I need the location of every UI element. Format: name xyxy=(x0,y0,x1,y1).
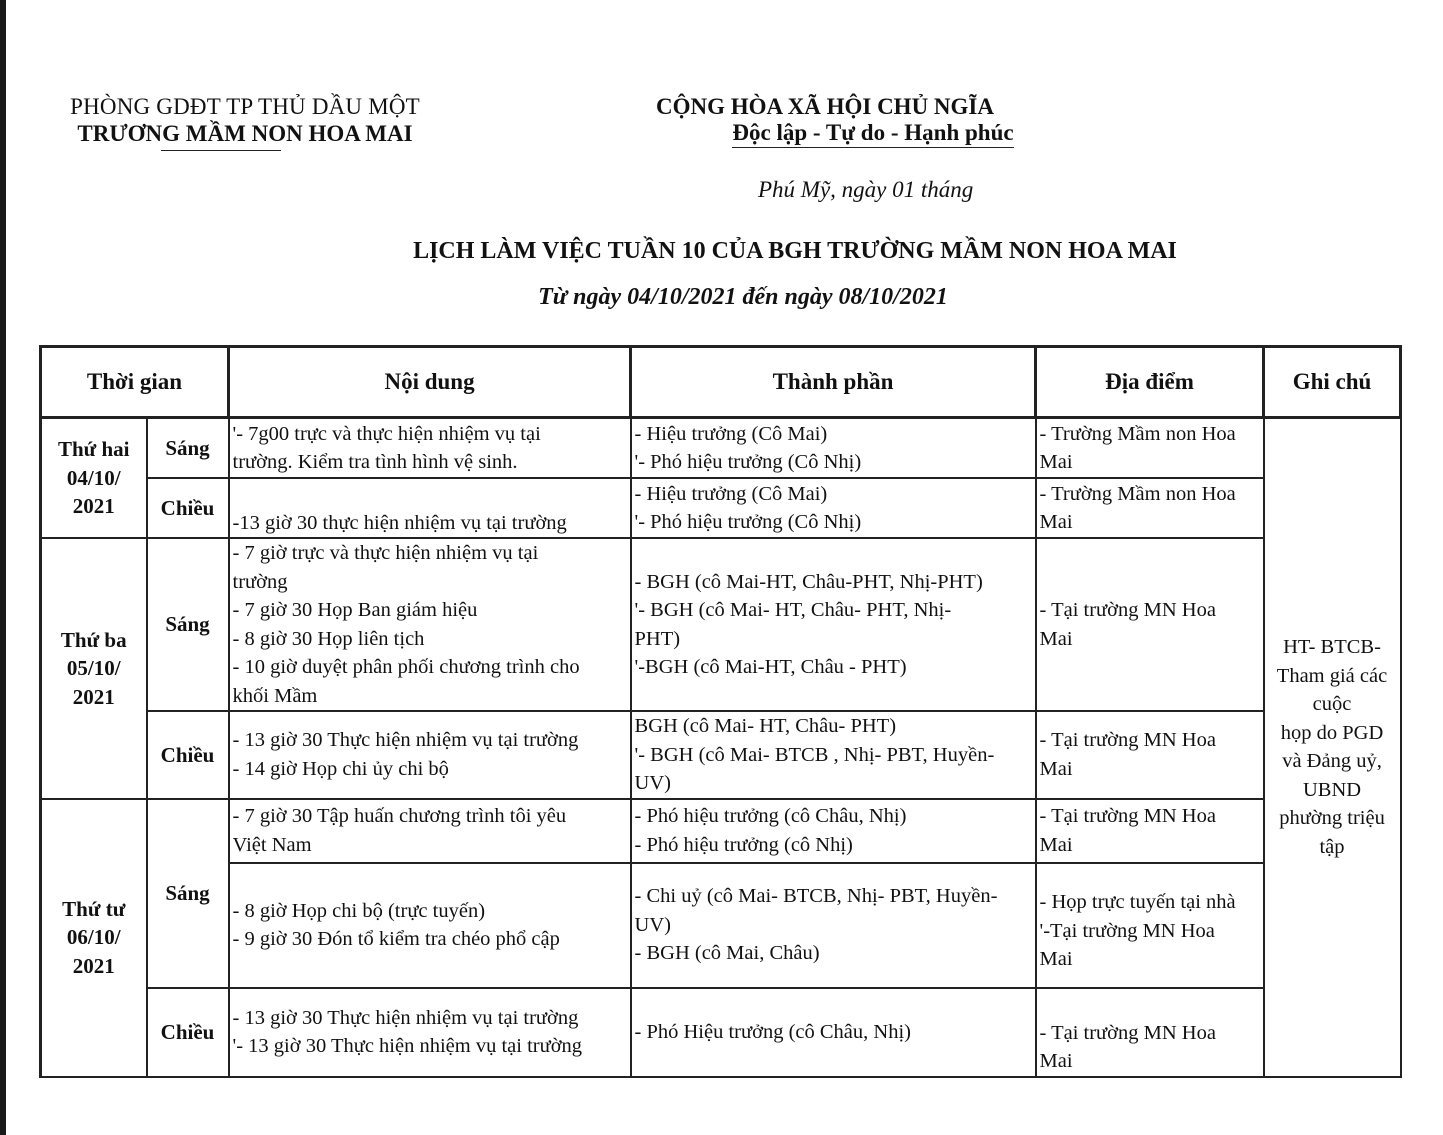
cell-line: - Trường Mầm non Hoa xyxy=(1039,482,1236,505)
cell-line: - Hiệu trưởng (Cô Mai) xyxy=(634,482,828,505)
cell-line: - Tại trường MN Hoa xyxy=(1039,599,1216,621)
location-cell xyxy=(1036,538,1264,711)
cell-line: - 7 giờ 30 Tập huấn chương trình tôi yêu xyxy=(232,805,567,827)
location-cell xyxy=(1036,478,1264,538)
table-row xyxy=(41,863,1401,988)
location-cell xyxy=(1036,988,1264,1077)
content-cell xyxy=(229,711,631,799)
cell-line: khối Mầm xyxy=(232,684,318,707)
cell-line: - BGH (cô Mai-HT, Châu-PHT, Nhị-PHT) xyxy=(634,570,983,593)
day-wednesday xyxy=(41,799,147,1077)
cell-line: - 7 giờ 30 Họp Ban giám hiệu xyxy=(232,599,478,621)
cell-line: '- 13 giờ 30 Thực hiện nhiệm vụ tại trường xyxy=(232,1035,583,1057)
day-monday xyxy=(41,418,147,539)
document-subtitle: Từ ngày 04/10/2021 đến ngày 08/10/2021 xyxy=(538,284,948,310)
cell-line: - Phó hiệu trưởng (cô Nhị) xyxy=(634,833,853,856)
cell-line: - Tại trường MN Hoa xyxy=(1039,805,1216,827)
table-row xyxy=(41,799,1401,863)
day-date: 05/10/ xyxy=(66,656,121,680)
table-row xyxy=(41,711,1401,799)
session-afternoon: Chiều xyxy=(147,478,229,538)
cell-line: - Tại trường MN Hoa xyxy=(1039,1021,1216,1044)
cell-line: '- Phó hiệu trưởng (Cô Nhị) xyxy=(634,511,862,533)
members-cell xyxy=(631,988,1036,1077)
cell-line: Mai xyxy=(1039,451,1073,473)
cell-line: '- Phó hiệu trưởng (Cô Nhị) xyxy=(634,451,862,473)
cell-line: - BGH (cô Mai, Châu) xyxy=(634,942,820,965)
session-afternoon: Chiều xyxy=(147,711,229,799)
day-label: Thứ hai xyxy=(57,437,130,462)
cell-line: Tham giá các xyxy=(1276,664,1388,687)
cell-line: - Trường Mầm non Hoa xyxy=(1039,422,1236,445)
cell-line: phường triệu xyxy=(1279,807,1385,830)
content-cell xyxy=(229,538,631,711)
cell-line: Mai xyxy=(1039,1050,1073,1072)
location-cell xyxy=(1036,799,1264,863)
cell-line: '-Tại trường MN Hoa xyxy=(1039,919,1215,942)
cell-line: -13 giờ 30 thực hiện nhiệm vụ tại trường xyxy=(232,511,567,534)
cell-line: - 8 giờ Họp chi bộ (trực tuyến) xyxy=(232,899,486,922)
motto: Độc lập - Tự do - Hạnh phúc xyxy=(732,120,1013,148)
header-time: Thời gian xyxy=(41,347,229,418)
day-label: Thứ tư xyxy=(62,896,126,921)
cell-line: '- BGH (cô Mai- HT, Châu- PHT, Nhị- xyxy=(634,599,952,621)
cell-line: cuộc xyxy=(1312,693,1352,716)
members-cell xyxy=(631,418,1036,479)
cell-line: BGH (cô Mai- HT, Châu- PHT) xyxy=(634,715,897,737)
cell-line: - 10 giờ duyệt phân phối chương trình cho xyxy=(232,656,580,678)
cell-line: - Họp trực tuyến tại nhà xyxy=(1039,891,1236,914)
day-date: 04/10/ xyxy=(66,465,121,490)
day-year: 2021 xyxy=(72,684,115,709)
cell-line: - 8 giờ 30 Họp liên tịch xyxy=(232,627,425,650)
header-members: Thành phần xyxy=(631,347,1036,418)
cell-line: trường. Kiểm tra tình hình vệ sinh. xyxy=(232,451,518,473)
day-year: 2021 xyxy=(72,494,115,519)
members-cell xyxy=(631,799,1036,863)
cell-line: - 13 giờ 30 Thực hiện nhiệm vụ tại trường xyxy=(232,1006,579,1029)
cell-line: Mai xyxy=(1039,511,1073,533)
members-cell xyxy=(631,863,1036,988)
table-row xyxy=(41,988,1401,1077)
cell-line: - 13 giờ 30 Thực hiện nhiệm vụ tại trường xyxy=(232,729,579,752)
cell-line: Việt Nam xyxy=(232,833,312,856)
members-cell xyxy=(631,478,1036,538)
day-year: 2021 xyxy=(72,953,115,978)
cell-line: PHT) xyxy=(634,627,681,650)
members-cell xyxy=(631,711,1036,799)
cell-line: Mai xyxy=(1039,948,1073,971)
cell-line: - Phó hiệu trưởng (cô Châu, Nhị) xyxy=(634,805,907,827)
session-morning: Sáng xyxy=(147,538,229,711)
cell-line: và Đảng uỷ, xyxy=(1282,750,1382,773)
table-header-row xyxy=(41,347,1401,418)
cell-line: - Phó Hiệu trưởng (cô Châu, Nhị) xyxy=(634,1020,911,1043)
header-content: Nội dung xyxy=(229,347,631,418)
members-cell xyxy=(631,538,1036,711)
cell-line: trường xyxy=(232,570,288,593)
content-cell xyxy=(229,799,631,863)
document-title: LỊCH LÀM VIỆC TUẦN 10 CỦA BGH TRƯỜNG MẦM NON HOA MAI xyxy=(413,238,1177,264)
location-cell xyxy=(1036,711,1264,799)
cell-line: UV) xyxy=(634,772,671,794)
cell-line: Mai xyxy=(1039,833,1073,856)
cell-line: Mai xyxy=(1039,627,1073,650)
schedule-table xyxy=(39,345,1402,1078)
republic-name: CỘNG HÒA XÃ HỘI CHỦ NGĨA xyxy=(656,94,994,119)
cell-line: '-BGH (cô Mai-HT, Châu - PHT) xyxy=(634,656,907,678)
cell-line: - 9 giờ 30 Đón tổ kiểm tra chéo phổ cập xyxy=(232,928,560,950)
location-cell xyxy=(1036,863,1264,988)
header-note: Ghi chú xyxy=(1264,347,1401,418)
cell-line: họp do PGD xyxy=(1280,721,1384,744)
table-row xyxy=(41,478,1401,538)
cell-line: UBND xyxy=(1302,778,1362,801)
header-right xyxy=(600,94,1050,148)
cell-line: - 14 giờ Họp chi ủy chi bộ xyxy=(232,757,449,780)
content-cell xyxy=(229,478,631,538)
cell-line: - Chi uỷ (cô Mai- BTCB, Nhị- PBT, Huyền- xyxy=(634,885,998,908)
cell-line: - Hiệu trưởng (Cô Mai) xyxy=(634,422,828,445)
note-cell xyxy=(1264,418,1401,1077)
location-cell xyxy=(1036,418,1264,479)
session-morning: Sáng xyxy=(147,799,229,988)
cell-line: - Tại trường MN Hoa xyxy=(1039,729,1216,752)
table-row xyxy=(41,538,1401,711)
place-date: Phú Mỹ, ngày 01 tháng xyxy=(758,177,974,202)
cell-line: HT- BTCB- xyxy=(1283,636,1381,659)
page-edge-bar xyxy=(0,0,6,1135)
cell-line: '- BGH (cô Mai- BTCB , Nhị- PBT, Huyền- xyxy=(634,743,995,766)
header-location: Địa điểm xyxy=(1036,347,1264,418)
school-underline xyxy=(161,150,281,151)
content-cell xyxy=(229,863,631,988)
table-row xyxy=(41,418,1401,479)
school-name: TRƯƠNG MẦM NON HOA MAI xyxy=(77,121,413,146)
header-left xyxy=(40,94,450,151)
cell-line: Mai xyxy=(1039,757,1073,780)
session-morning: Sáng xyxy=(147,418,229,479)
cell-line: tập xyxy=(1319,835,1345,858)
cell-line: '- 7g00 trực và thực hiện nhiệm vụ tại xyxy=(232,422,541,445)
day-date: 06/10/ xyxy=(66,925,121,950)
session-afternoon: Chiều xyxy=(147,988,229,1077)
content-cell xyxy=(229,418,631,479)
day-label: Thứ ba xyxy=(60,627,127,652)
content-cell xyxy=(229,988,631,1077)
agency-name: PHÒNG GDĐT TP THỦ DẦU MỘT xyxy=(70,94,420,119)
day-tuesday xyxy=(41,538,147,799)
cell-line: - 7 giờ trực và thực hiện nhiệm vụ tại xyxy=(232,542,539,564)
cell-line: UV) xyxy=(634,913,671,936)
